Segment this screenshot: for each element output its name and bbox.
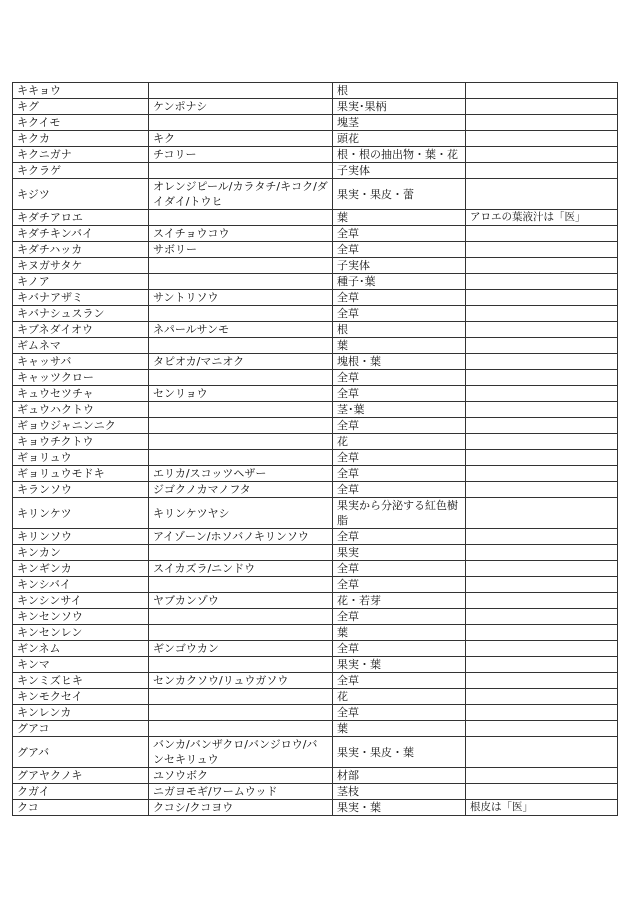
herb-name-cell: ギョウジャニンニク bbox=[13, 418, 149, 434]
alias-cell: ネパールサンモ bbox=[149, 322, 333, 338]
part-cell: 根 bbox=[333, 83, 466, 99]
alias-cell bbox=[149, 609, 333, 625]
alias-cell: スイチョウコウ bbox=[149, 226, 333, 242]
note-cell bbox=[466, 370, 618, 386]
note-cell bbox=[466, 529, 618, 545]
table-row bbox=[13, 306, 618, 322]
herb-name-cell: キクニガナ bbox=[13, 147, 149, 163]
note-cell bbox=[466, 322, 618, 338]
part-cell: 全草 bbox=[333, 609, 466, 625]
note-cell bbox=[466, 115, 618, 131]
note-cell bbox=[466, 434, 618, 450]
herb-name-cell: キンギンカ bbox=[13, 561, 149, 577]
part-cell: 果実・果皮・葉 bbox=[333, 737, 466, 768]
note-cell bbox=[466, 625, 618, 641]
herb-name-cell: キバナアザミ bbox=[13, 290, 149, 306]
part-cell: 果実･果柄 bbox=[333, 99, 466, 115]
part-cell: 根・根の抽出物・葉・花 bbox=[333, 147, 466, 163]
part-cell: 根 bbox=[333, 322, 466, 338]
part-cell: 全草 bbox=[333, 242, 466, 258]
note-cell bbox=[466, 99, 618, 115]
part-cell: 全草 bbox=[333, 386, 466, 402]
note-cell bbox=[466, 131, 618, 147]
herb-name-cell: キンシンサイ bbox=[13, 593, 149, 609]
table-row bbox=[13, 625, 618, 641]
herb-name-cell: キキョウ bbox=[13, 83, 149, 99]
note-cell bbox=[466, 673, 618, 689]
herb-name-cell: グアコ bbox=[13, 721, 149, 737]
note-cell bbox=[466, 689, 618, 705]
note-cell bbox=[466, 466, 618, 482]
note-cell bbox=[466, 147, 618, 163]
note-cell bbox=[466, 274, 618, 290]
herb-name-cell: ギムネマ bbox=[13, 338, 149, 354]
herb-name-cell: キンモクセイ bbox=[13, 689, 149, 705]
note-cell bbox=[466, 721, 618, 737]
note-cell bbox=[466, 354, 618, 370]
alias-cell: ヤブカンゾウ bbox=[149, 593, 333, 609]
alias-cell bbox=[149, 625, 333, 641]
note-cell: アロエの葉液汁は「医」 bbox=[466, 210, 618, 226]
table-row bbox=[13, 242, 618, 258]
alias-cell bbox=[149, 657, 333, 673]
table-row bbox=[13, 705, 618, 721]
alias-cell bbox=[149, 418, 333, 434]
herb-name-cell: キンセンソウ bbox=[13, 609, 149, 625]
note-cell bbox=[466, 545, 618, 561]
alias-cell: キク bbox=[149, 131, 333, 147]
part-cell: 葉 bbox=[333, 338, 466, 354]
herb-name-cell: キヌガサタケ bbox=[13, 258, 149, 274]
note-cell bbox=[466, 577, 618, 593]
table-row bbox=[13, 434, 618, 450]
alias-cell bbox=[149, 210, 333, 226]
part-cell: 全草 bbox=[333, 561, 466, 577]
table-row bbox=[13, 784, 618, 800]
alias-cell: バンカ/バンザクロ/バンジロウ/バンセキリュウ bbox=[149, 737, 333, 768]
herb-name-cell: キャッサバ bbox=[13, 354, 149, 370]
part-cell: 果実・果皮・蕾 bbox=[333, 179, 466, 210]
table-row bbox=[13, 210, 618, 226]
part-cell: 果実から分泌する紅色樹脂 bbox=[333, 498, 466, 529]
note-cell bbox=[466, 561, 618, 577]
part-cell: 全草 bbox=[333, 482, 466, 498]
note-cell: 根皮は「医」 bbox=[466, 800, 618, 816]
alias-cell bbox=[149, 115, 333, 131]
alias-cell bbox=[149, 402, 333, 418]
part-cell: 種子･葉 bbox=[333, 274, 466, 290]
table-row bbox=[13, 386, 618, 402]
part-cell: 花 bbox=[333, 434, 466, 450]
herb-name-cell: キンマ bbox=[13, 657, 149, 673]
table-row bbox=[13, 338, 618, 354]
alias-cell: キリンケツヤシ bbox=[149, 498, 333, 529]
part-cell: 全草 bbox=[333, 529, 466, 545]
herb-name-cell: ギュウハクトウ bbox=[13, 402, 149, 418]
part-cell: 子実体 bbox=[333, 163, 466, 179]
alias-cell: サントリソウ bbox=[149, 290, 333, 306]
alias-cell: センカクソウ/リュウガソウ bbox=[149, 673, 333, 689]
herb-name-cell: キクカ bbox=[13, 131, 149, 147]
part-cell: 葉 bbox=[333, 721, 466, 737]
alias-cell bbox=[149, 274, 333, 290]
part-cell: 茎･葉 bbox=[333, 402, 466, 418]
note-cell bbox=[466, 258, 618, 274]
herb-name-cell: キャッツクロー bbox=[13, 370, 149, 386]
herb-name-cell: キョウチクトウ bbox=[13, 434, 149, 450]
herb-name-cell: キジツ bbox=[13, 179, 149, 210]
alias-cell bbox=[149, 370, 333, 386]
note-cell bbox=[466, 163, 618, 179]
alias-cell bbox=[149, 721, 333, 737]
table-row bbox=[13, 83, 618, 99]
note-cell bbox=[466, 705, 618, 721]
table-row bbox=[13, 258, 618, 274]
herb-name-cell: キランソウ bbox=[13, 482, 149, 498]
note-cell bbox=[466, 179, 618, 210]
herb-name-cell: ギョリュウモドキ bbox=[13, 466, 149, 482]
note-cell bbox=[466, 402, 618, 418]
part-cell: 花・若芽 bbox=[333, 593, 466, 609]
note-cell bbox=[466, 641, 618, 657]
table-row bbox=[13, 529, 618, 545]
part-cell: 材部 bbox=[333, 768, 466, 784]
part-cell: 果実 bbox=[333, 545, 466, 561]
table-row bbox=[13, 800, 618, 816]
table-row bbox=[13, 561, 618, 577]
table-row bbox=[13, 354, 618, 370]
part-cell: 塊根・葉 bbox=[333, 354, 466, 370]
note-cell bbox=[466, 593, 618, 609]
note-cell bbox=[466, 306, 618, 322]
herb-name-cell: グアヤクノキ bbox=[13, 768, 149, 784]
part-cell: 葉 bbox=[333, 210, 466, 226]
alias-cell bbox=[149, 705, 333, 721]
alias-cell: ニガヨモギ/ワームウッド bbox=[149, 784, 333, 800]
alias-cell: エリカ/スコッツヘザー bbox=[149, 466, 333, 482]
alias-cell: タピオカ/マニオク bbox=[149, 354, 333, 370]
part-cell: 果実・葉 bbox=[333, 657, 466, 673]
table-row bbox=[13, 163, 618, 179]
table-row bbox=[13, 402, 618, 418]
herb-name-cell: キクラゲ bbox=[13, 163, 149, 179]
table-row bbox=[13, 466, 618, 482]
part-cell: 頭花 bbox=[333, 131, 466, 147]
table-row bbox=[13, 577, 618, 593]
note-cell bbox=[466, 418, 618, 434]
part-cell: 子実体 bbox=[333, 258, 466, 274]
herb-name-cell: キンレンカ bbox=[13, 705, 149, 721]
note-cell bbox=[466, 482, 618, 498]
herb-name-cell: キュウセツチャ bbox=[13, 386, 149, 402]
alias-cell: サボリー bbox=[149, 242, 333, 258]
table-row bbox=[13, 657, 618, 673]
part-cell: 全草 bbox=[333, 705, 466, 721]
note-cell bbox=[466, 784, 618, 800]
part-cell: 葉 bbox=[333, 625, 466, 641]
alias-cell: ユソウボク bbox=[149, 768, 333, 784]
note-cell bbox=[466, 657, 618, 673]
part-cell: 全草 bbox=[333, 577, 466, 593]
table-row bbox=[13, 226, 618, 242]
table-row bbox=[13, 737, 618, 768]
table-row bbox=[13, 593, 618, 609]
part-cell: 全草 bbox=[333, 673, 466, 689]
table-row bbox=[13, 370, 618, 386]
table-row bbox=[13, 768, 618, 784]
table-row bbox=[13, 545, 618, 561]
part-cell: 花 bbox=[333, 689, 466, 705]
table-row bbox=[13, 482, 618, 498]
note-cell bbox=[466, 83, 618, 99]
herb-name-cell: ギンネム bbox=[13, 641, 149, 657]
herb-name-cell: キンセンレン bbox=[13, 625, 149, 641]
table-row bbox=[13, 498, 618, 529]
part-cell: 果実・葉 bbox=[333, 800, 466, 816]
alias-cell: チコリー bbox=[149, 147, 333, 163]
alias-cell bbox=[149, 434, 333, 450]
alias-cell bbox=[149, 258, 333, 274]
table-row bbox=[13, 673, 618, 689]
part-cell: 全草 bbox=[333, 641, 466, 657]
herb-name-cell: キダチハッカ bbox=[13, 242, 149, 258]
table-row bbox=[13, 322, 618, 338]
herb-name-cell: キノア bbox=[13, 274, 149, 290]
part-cell: 茎枝 bbox=[333, 784, 466, 800]
note-cell bbox=[466, 242, 618, 258]
herb-name-cell: キリンソウ bbox=[13, 529, 149, 545]
herb-name-cell: キダチアロエ bbox=[13, 210, 149, 226]
herb-name-cell: キンシバイ bbox=[13, 577, 149, 593]
alias-cell: クコシ/クコヨウ bbox=[149, 800, 333, 816]
note-cell bbox=[466, 338, 618, 354]
herb-name-cell: クガイ bbox=[13, 784, 149, 800]
table-row bbox=[13, 450, 618, 466]
part-cell: 全草 bbox=[333, 290, 466, 306]
herb-table bbox=[12, 82, 618, 816]
table-row bbox=[13, 290, 618, 306]
alias-cell bbox=[149, 577, 333, 593]
herb-name-cell: キダチキンバイ bbox=[13, 226, 149, 242]
note-cell bbox=[466, 609, 618, 625]
note-cell bbox=[466, 498, 618, 529]
note-cell bbox=[466, 768, 618, 784]
note-cell bbox=[466, 226, 618, 242]
part-cell: 全草 bbox=[333, 418, 466, 434]
table-body bbox=[13, 83, 618, 816]
note-cell bbox=[466, 290, 618, 306]
table-row bbox=[13, 721, 618, 737]
alias-cell: ギンゴウカン bbox=[149, 641, 333, 657]
table-row bbox=[13, 147, 618, 163]
table-row bbox=[13, 689, 618, 705]
alias-cell: ケンポナシ bbox=[149, 99, 333, 115]
herb-name-cell: グアバ bbox=[13, 737, 149, 768]
note-cell bbox=[466, 737, 618, 768]
herb-name-cell: キブネダイオウ bbox=[13, 322, 149, 338]
table-row bbox=[13, 274, 618, 290]
herb-name-cell: キンミズヒキ bbox=[13, 673, 149, 689]
herb-name-cell: キグ bbox=[13, 99, 149, 115]
herb-name-cell: クコ bbox=[13, 800, 149, 816]
alias-cell bbox=[149, 83, 333, 99]
table-row bbox=[13, 609, 618, 625]
part-cell: 塊茎 bbox=[333, 115, 466, 131]
alias-cell bbox=[149, 306, 333, 322]
table-row bbox=[13, 641, 618, 657]
alias-cell bbox=[149, 689, 333, 705]
alias-cell: スイカズラ/ニンドウ bbox=[149, 561, 333, 577]
part-cell: 全草 bbox=[333, 370, 466, 386]
herb-name-cell: キンカン bbox=[13, 545, 149, 561]
table-row bbox=[13, 418, 618, 434]
alias-cell bbox=[149, 338, 333, 354]
herb-name-cell: キバナシュスラン bbox=[13, 306, 149, 322]
part-cell: 全草 bbox=[333, 466, 466, 482]
part-cell: 全草 bbox=[333, 226, 466, 242]
part-cell: 全草 bbox=[333, 306, 466, 322]
note-cell bbox=[466, 386, 618, 402]
table-row bbox=[13, 99, 618, 115]
alias-cell: アイゾーン/ホソバノキリンソウ bbox=[149, 529, 333, 545]
part-cell: 全草 bbox=[333, 450, 466, 466]
alias-cell: ジゴクノカマノフタ bbox=[149, 482, 333, 498]
alias-cell: オレンジピール/カラタチ/キコク/ダイダイ/トウヒ bbox=[149, 179, 333, 210]
table-row bbox=[13, 115, 618, 131]
herb-name-cell: ギョリュウ bbox=[13, 450, 149, 466]
alias-cell: センリョウ bbox=[149, 386, 333, 402]
alias-cell bbox=[149, 163, 333, 179]
table-row bbox=[13, 131, 618, 147]
alias-cell bbox=[149, 450, 333, 466]
table-row bbox=[13, 179, 618, 210]
herb-name-cell: キクイモ bbox=[13, 115, 149, 131]
alias-cell bbox=[149, 545, 333, 561]
note-cell bbox=[466, 450, 618, 466]
herb-name-cell: キリンケツ bbox=[13, 498, 149, 529]
